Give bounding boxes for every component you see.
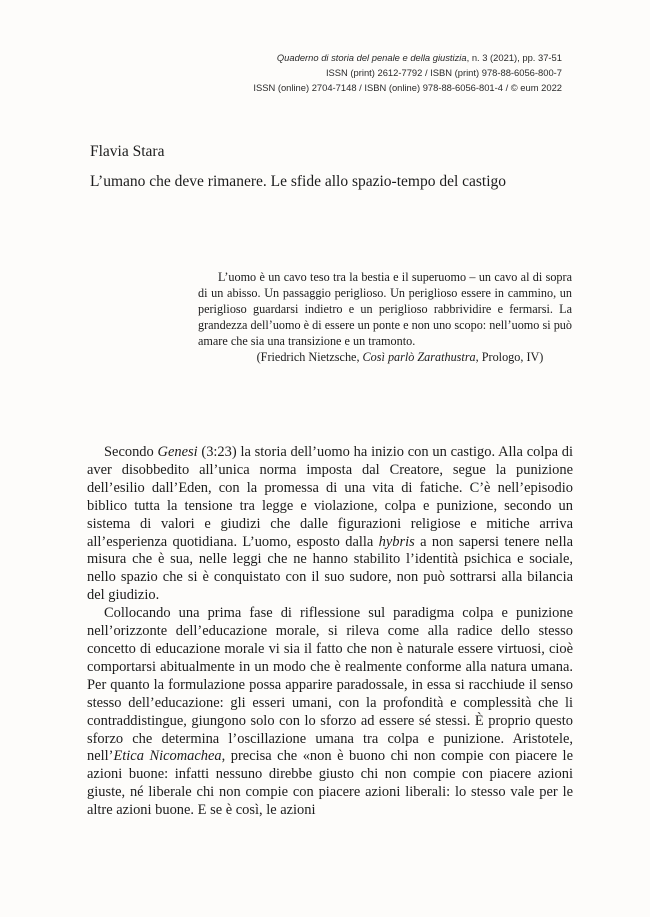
journal-name: Quaderno di storia del penale e della giustizia (276, 52, 467, 63)
journal-header (102, 50, 562, 95)
p2-etica: Etica Nicomachea (113, 748, 222, 765)
epigraph-source (228, 349, 572, 365)
p1-hybris: hybris (378, 533, 415, 550)
p1-text-e: a non sapersi tenere nella misura che è sua, nelle leggi che ne hanno stabilito l’identità psichica e sociale, nello spazio che si è conquistato con il suo sudore, non può sottrarsi alla bilancia del giudizio. (87, 533, 573, 604)
p1-text-a: Secondo (104, 444, 158, 460)
epigraph-source-ref: , Prologo, IV) (475, 350, 544, 365)
issn-print: ISSN (print) 2612-7792 / ISBN (print) 978-88-6056-800-7 (325, 67, 562, 78)
issn-online: ISSN (online) 2704-7148 / ISBN (online) 978-88-6056-801-4 / © eum 2022 (253, 82, 562, 93)
paragraph-2 (87, 605, 573, 820)
p1-text-c: (3:23) la storia dell’uomo ha inizio con un castigo. Alla colpa di aver disobbedito all’unica norma imposta dal Creatore, segue la punizione dell’esilio dall’Eden, con la promessa di una vita di fatiche. C’è nell’episodio biblico tutta la tensione tra legge e violazione, colpa e punizione, secondo un sistema di valori e giudizi che dalle figurazioni religiose e mitiche arriva all’esperienza quotidiana. L’uomo, esposto dalla (87, 444, 573, 550)
epigraph-source-author: (Friedrich Nietzsche, (256, 350, 363, 365)
journal-issue: , n. 3 (2021), pp. 37-51 (466, 52, 562, 63)
epigraph (198, 269, 572, 366)
article-body (87, 444, 573, 820)
p2-text-a: Collocando una prima fase di riflessione sul paradigma colpa e punizione nell’orizzonte dell’educazione morale, si rileva come alla radice dello stesso concetto di educazione morale vi sia il fatto che non è naturale essere virtuosi, cioè comportarsi abitualmente in un modo che è realmente conforme alla natura umana. Per quanto la formulazione possa apparire paradossale, in essa si racchiude il senso stesso dell’educazione: gli esseri umani, con la profondità e complessità che li contraddistingue, giungono solo con lo sforzo ad essere sé stessi. È proprio questo sforzo che determina l’oscillazione umana tra colpa e punizione. Aristotele, nell’ (87, 605, 573, 765)
author-name: Flavia Stara (90, 143, 165, 160)
p1-genesi: Genesi (157, 444, 198, 460)
paragraph-1 (87, 444, 573, 605)
article-title: L’umano che deve rimanere. Le sfide allo spazio-tempo del castigo (90, 173, 507, 190)
epigraph-source-title: Così parlò Zarathustra (362, 350, 476, 365)
epigraph-text: L’uomo è un cavo teso tra la bestia e il superuomo – un cavo al di sopra di un abisso. Un passaggio periglioso. Un periglioso essere in cammino, un periglioso guardarsi indietro e un periglioso rabbrividire e fermarsi. La grandezza dell’uomo è di essere un ponte e non uno scopo: nell’uomo si può amare che sia una transizione e un tramonto. (198, 270, 572, 349)
p2-text-c: , precisa che «non è buono chi non compie con piacere le azioni buone: infatti nessuno direbbe giusto chi non compie con piacere azioni giuste, né liberale chi non compie con piacere azioni liberali: lo stesso vale per le altre azioni buone. E se è così, le azioni (87, 748, 573, 819)
journal-citation (102, 50, 562, 65)
